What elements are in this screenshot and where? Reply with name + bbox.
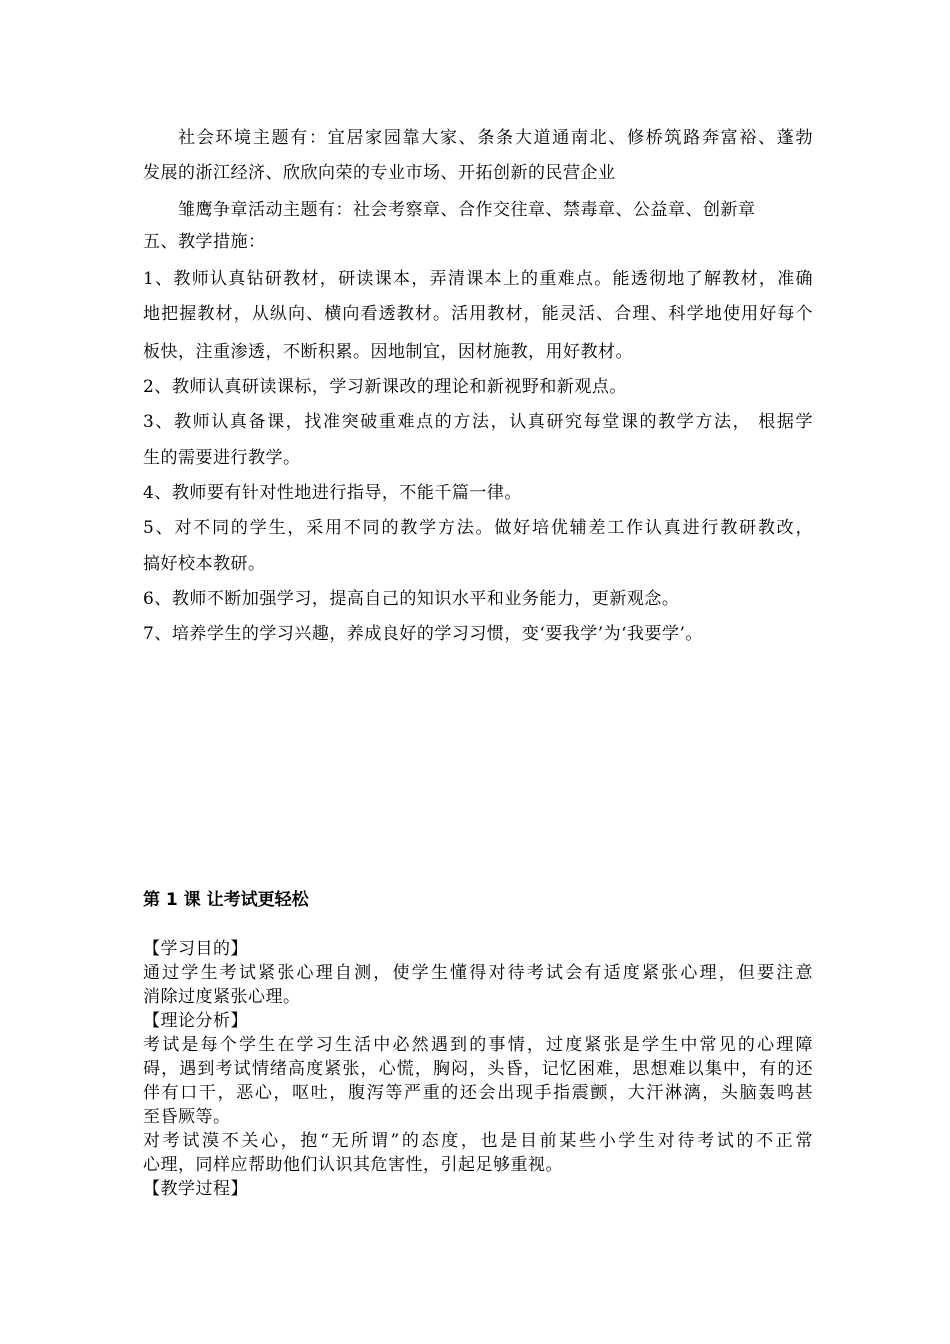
lesson-title: 第 1 课 让考试更轻松: [143, 890, 309, 910]
eagle-badge-themes: 雏鹰争章活动主题有：社会考察章、合作交往章、禁毒章、公益章、创新章: [178, 200, 756, 220]
indifference-line-1: 对考试漠不关心，抱“无所谓”的态度，也是目前某些小学生对待考试的不正常: [143, 1131, 813, 1151]
theory-heading: 【理论分析】: [143, 1011, 248, 1031]
theory-line-1: 考试是每个学生在学习生活中必然遇到的事情，过度紧张是学生中常见的心理障: [143, 1035, 813, 1055]
theory-line-4: 至昏厥等。: [143, 1107, 231, 1127]
measure-6: 6、教师不断加强学习，提高自己的知识水平和业务能力，更新观念。: [143, 589, 680, 609]
measure-1-line-3: 板快，注重渗透，不断积累。因地制宜，因材施教，用好教材。: [143, 342, 633, 362]
measure-2: 2、教师认真研读课标，学习新课改的理论和新视野和新观点。: [143, 377, 627, 397]
theory-line-2: 碍，遇到考试情绪高度紧张，心慌，胸闷，头昏，记忆困难，思想难以集中，有的还: [143, 1059, 813, 1079]
measure-1-line-1: 1、教师认真钻研教材，研读课本，弄清课本上的重难点。能透彻地了解教材，准确: [143, 269, 813, 289]
measure-5-line-2: 搞好校本教研。: [143, 554, 266, 574]
theory-line-3: 伴有口干，恶心，呕吐，腹泻等严重的还会出现手指震颤，大汗淋漓，头脑轰鸣甚: [143, 1083, 813, 1103]
measure-3-line-1: 3、教师认真备课，找准突破重难点的方法，认真研究每堂课的教学方法， 根据学: [143, 412, 813, 432]
measure-5-line-1: 5、对不同的学生，采用不同的教学方法。做好培优辅差工作认真进行教研教改，: [143, 518, 813, 538]
measure-1-line-2: 地把握教材，从纵向、横向看透教材。活用教材，能灵活、合理、科学地使用好每个: [143, 304, 813, 324]
measure-4: 4、教师要有针对性地进行指导，不能千篇一律。: [143, 483, 522, 503]
social-env-line-2: 发展的浙江经济、欣欣向荣的专业市场、开拓创新的民营企业: [143, 163, 616, 183]
heading-teaching-measures: 五、教学措施：: [143, 232, 266, 252]
measure-3-line-2: 生的需要进行教学。: [143, 448, 301, 468]
goal-heading: 【学习目的】: [143, 939, 248, 959]
process-heading: 【教学过程】: [143, 1179, 248, 1199]
indifference-line-2: 心理，同样应帮助他们认识其危害性，引起足够重视。: [143, 1155, 563, 1175]
goal-line-1: 通过学生考试紧张心理自测，使学生懂得对待考试会有适度紧张心理，但要注意: [143, 963, 813, 983]
measure-7: 7、培养学生的学习兴趣，养成良好的学习习惯，变‘要我学’为‘我要学’。: [143, 624, 703, 644]
social-env-line-1: 社会环境主题有：宜居家园靠大家、条条大道通南北、修桥筑路奔富裕、蓬勃: [178, 128, 813, 148]
goal-line-2: 消除过度紧张心理。: [143, 987, 301, 1007]
